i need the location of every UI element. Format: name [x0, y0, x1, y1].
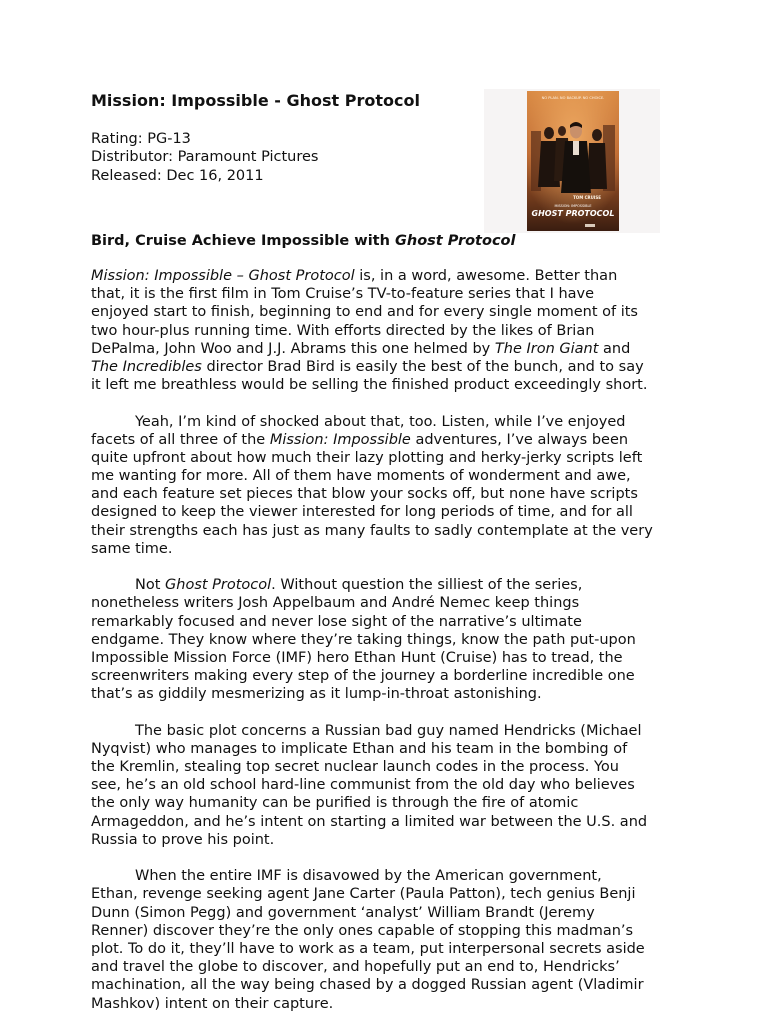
poster-tagline: NO PLAN. NO BACKUP. NO CHOICE.: [541, 96, 605, 100]
paragraph-1: Mission: Impossible – Ghost Protocol is, in a word, awesome. Better than that, it is the first film in Tom Cruise’s TV-to-feature series that I have enjoyed start to finish, beginning to end and for every single moment of its two hour-plus running time. With efforts directed by the likes of Brian DePalma, John Woo and J.J. Abrams this one helmed by The Iron Giant and The Incredibles director Brad Bird is easily the best of the bunch, and to say it left me breathless would be selling the finished product exceedingly short.: [91, 268, 648, 394]
review-body: [91, 267, 691, 1013]
movie-poster-art: [527, 91, 619, 231]
rating-line: Rating: PG-13: [91, 131, 191, 147]
paragraph-3: Not Ghost Protocol. Without question the silliest of the series, nonetheless writers Josh Appelbaum and André Nemec keep things remarkably focused and never lose sight of the narrative’s ultimate endgame. They know where they’re taking things, know the path put-upon Impossible Mission Force (IMF) hero Ethan Hunt (Cruise) has to tread, the screenwriters making every step of the journey a borderline incredible one that’s as giddily mesmerizing as it lump-in-throat astonishing.: [91, 577, 636, 703]
paragraph-5: When the entire IMF is disavowed by the American government, Ethan, revenge seeking agent Jane Carter (Paula Patton), tech genius Benji Dunn (Simon Pegg) and government ‘analyst’ William Brandt (Jeremy Renner) discover they’re the only ones capable of stopping this madman’s plot. To do it, they’ll have to work as a team, put interpersonal secrets aside and travel the globe to discover, and hopefully put an end to, Hendricks’ machination, all the way being chased by a dogged Russian agent (Vladimir Mashkov) intent on their capture.: [91, 868, 645, 1012]
paragraph-2: Yeah, I’m kind of shocked about that, too. Listen, while I’ve enjoyed facets of all three of the Mission: Impossible adventures, I’ve always been quite upfront about how much their lazy plotting and herky-jerky scripts left me wanting for more. All of them have moments of wonderment and awe, and each feature set pieces that blow your socks off, but none have scripts designed to keep the viewer interested for long periods of time, and for all their strengths each has just as many faults to sadly contemplate at the very same time.: [91, 413, 653, 557]
movie-title: Mission: Impossible - Ghost Protocol: [91, 91, 420, 110]
release-date-line: Released: Dec 16, 2011: [91, 167, 264, 184]
movie-poster: [527, 91, 619, 231]
review-headline: Bird, Cruise Achieve Impossible with Ghost Protocol: [91, 233, 516, 249]
poster-actor-name: TOM CRUISE: [573, 195, 601, 200]
poster-franchise: MISSION: IMPOSSIBLE: [554, 204, 592, 208]
poster-title: GHOST PROTOCOL: [531, 209, 615, 218]
distributor-line: Distributor: Paramount Pictures: [91, 149, 319, 166]
movie-details: [91, 130, 319, 185]
paragraph-4: The basic plot concerns a Russian bad guy named Hendricks (Michael Nyqvist) who manages to implicate Ethan and his team in the bombing of the Kremlin, stealing top secret nuclear launch codes in the process. You see, he’s an old school hard-line communist from the old day who believes the only way humanity can be purified is through the fire of atomic Armageddon, and he’s intent on starting a limited war between the U.S. and Russia to prove his point.: [91, 722, 648, 848]
